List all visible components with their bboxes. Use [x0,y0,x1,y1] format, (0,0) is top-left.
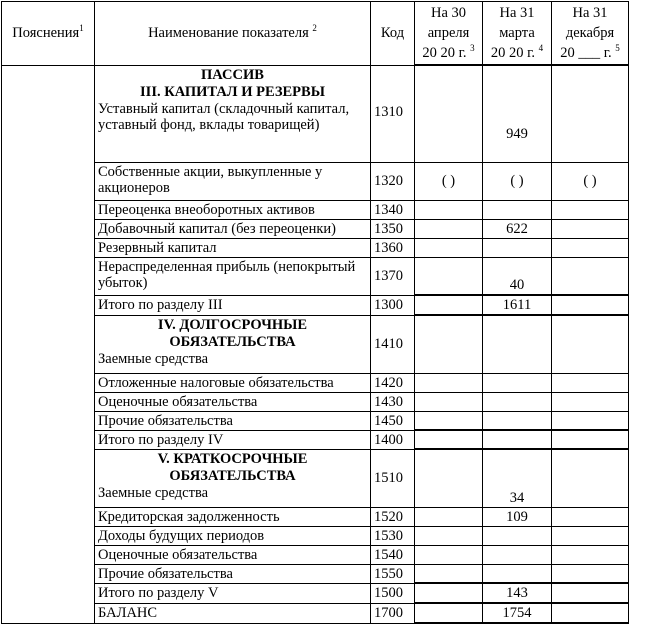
table-row [2,373,629,392]
header-code: Код [371,2,415,66]
row-value-p2: 949 [483,65,552,162]
row-value-p2: 1611 [483,295,552,315]
row-value-p3 [552,65,629,162]
row-code: 1310 [371,65,415,162]
row-value-p1 [415,315,483,373]
header-notes: Пояснения$^1$ [2,2,95,66]
row-value-p2: 143 [483,583,552,603]
table-row [2,219,629,238]
table-row [2,603,629,623]
row-value-p3: ( ) [552,162,629,200]
row-value-p1 [415,603,483,623]
row-code: 1370 [371,257,415,295]
row-code: 1500 [371,583,415,603]
table-row [2,257,629,295]
row-name: Нераспределенная прибыль (непокрытый убыток) [95,257,371,295]
row-name: ПАССИВ III. КАПИТАЛ И РЕЗЕРВЫ Уставный капитал (складочный капитал, уставный фонд, вклады товарищей) [95,65,371,162]
row-name: Кредиторская задолженность [95,507,371,526]
row-code: 1410 [371,315,415,373]
row-code: 1450 [371,411,415,430]
table-row [2,238,629,257]
row-value-p3 [552,430,629,449]
header-period-3: На 31 декабря 20 ___ г. $^5$ [552,2,629,66]
row-value-p2 [483,411,552,430]
row-value-p3 [552,411,629,430]
row-name: Оценочные обязательства [95,545,371,564]
section3-title: III. КАПИТАЛ И РЕЗЕРВЫ [140,83,325,100]
row-name: Оценочные обязательства [95,392,371,411]
row-value-p2 [483,373,552,392]
row-name: Собственные акции, выкупленные у акционеров [95,162,371,200]
table-row [2,449,629,507]
table-row [2,430,629,449]
header-period-2: На 31 марта 20 20 г. $^4$ [483,2,552,66]
row-name: БАЛАНС [95,603,371,623]
row-value-p2 [483,526,552,545]
row-value-p3 [552,373,629,392]
balance-sheet-liabilities [1,1,629,624]
row-value-p3 [552,545,629,564]
table-row [2,583,629,603]
row-name: Добавочный капитал (без переоценки) [95,219,371,238]
row-value-p3 [552,603,629,623]
table-row [2,526,629,545]
row-name: Переоценка внеоборотных активов [95,200,371,219]
row-value-p1 [415,583,483,603]
table-row [2,162,629,200]
row-value-p1: ( ) [415,162,483,200]
row-value-p3 [552,392,629,411]
row-value-p2: ( ) [483,162,552,200]
row-value-p2: 40 [483,257,552,295]
row-value-p2 [483,430,552,449]
row-code: 1510 [371,449,415,507]
row-name: Итого по разделу III [95,295,371,315]
row-value-p1 [415,295,483,315]
table-row [2,315,629,373]
row-code: 1400 [371,430,415,449]
table-row [2,507,629,526]
row-code: 1430 [371,392,415,411]
table-row [2,392,629,411]
row-name: Отложенные налоговые обязательства [95,373,371,392]
row-value-p2 [483,564,552,583]
row-value-p1 [415,507,483,526]
notes-column [2,65,95,623]
section5-title: V. КРАТКОСРОЧНЫЕ ОБЯЗАТЕЛЬСТВА [157,450,308,484]
row-code: 1550 [371,564,415,583]
table-row [2,65,629,162]
row-code: 1360 [371,238,415,257]
row-value-p1 [415,257,483,295]
row-value-p1 [415,65,483,162]
table-row [2,411,629,430]
row-value-p3 [552,257,629,295]
row-name: Резервный капитал [95,238,371,257]
row-code: 1520 [371,507,415,526]
row-value-p2 [483,315,552,373]
row-value-p1 [415,430,483,449]
row-value-p1 [415,449,483,507]
row-value-p1 [415,200,483,219]
table-header-row [2,2,629,66]
row-name: Итого по разделу IV [95,430,371,449]
row-code: 1340 [371,200,415,219]
row-name: Доходы будущих периодов [95,526,371,545]
row-code: 1300 [371,295,415,315]
table-row [2,200,629,219]
row-value-p3 [552,315,629,373]
row-name: V. КРАТКОСРОЧНЫЕ ОБЯЗАТЕЛЬСТВА Заемные средства [95,449,371,507]
header-indicator: Наименование показателя $^2$ [95,2,371,66]
table-row [2,564,629,583]
row-value-p3 [552,564,629,583]
row-value-p2: 34 [483,449,552,507]
row-value-p1 [415,219,483,238]
row-value-p3 [552,295,629,315]
header-period-1: На 30 апреля 20 20 г. $^3$ [415,2,483,66]
balance-table [1,1,629,624]
row-value-p1 [415,238,483,257]
row-code: 1540 [371,545,415,564]
row-code: 1420 [371,373,415,392]
row-name: Прочие обязательства [95,564,371,583]
row-value-p1 [415,545,483,564]
table-row [2,545,629,564]
row-code: 1350 [371,219,415,238]
row-value-p3 [552,507,629,526]
liability-title: ПАССИВ [201,66,264,83]
table-row [2,295,629,315]
row-value-p1 [415,373,483,392]
row-value-p3 [552,526,629,545]
row-value-p2: 622 [483,219,552,238]
row-value-p3 [552,583,629,603]
row-value-p3 [552,200,629,219]
row-code: 1320 [371,162,415,200]
row-code: 1700 [371,603,415,623]
row-name: Итого по разделу V [95,583,371,603]
row-value-p3 [552,449,629,507]
row-name: Прочие обязательства [95,411,371,430]
row-value-p2 [483,200,552,219]
row-value-p1 [415,411,483,430]
row-value-p1 [415,526,483,545]
row-value-p1 [415,392,483,411]
row-value-p1 [415,564,483,583]
row-value-p2: 1754 [483,603,552,623]
row-code: 1530 [371,526,415,545]
row-value-p3 [552,238,629,257]
row-value-p2 [483,392,552,411]
row-name: IV. ДОЛГОСРОЧНЫЕ ОБЯЗАТЕЛЬСТВА Заемные средства [95,315,371,373]
section4-title: IV. ДОЛГОСРОЧНЫЕ ОБЯЗАТЕЛЬСТВА [157,316,308,350]
row-value-p2 [483,545,552,564]
row-value-p2: 109 [483,507,552,526]
row-value-p3 [552,219,629,238]
row-value-p2 [483,238,552,257]
